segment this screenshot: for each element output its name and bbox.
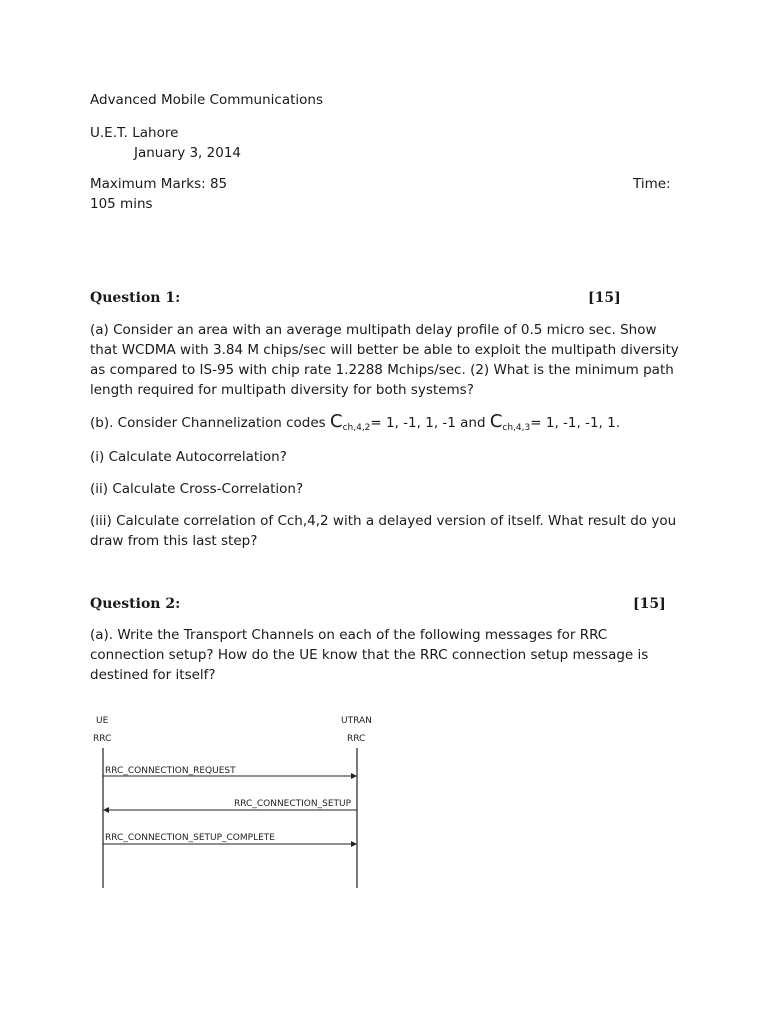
university-name: U.E.T. Lahore <box>90 125 179 141</box>
question-1-part-iii: (iii) Calculate correlation of Cch,4,2 with a delayed version of itself. What result do you draw from this last step? <box>90 513 677 549</box>
part-b-prefix: (b). Consider Channelization codes <box>90 415 330 431</box>
message-3-label: RRC_CONNECTION_SETUP_COMPLETE <box>105 833 275 843</box>
question-2-part-a: (a). Write the Transport Channels on each of the following messages for RRC connection setup? How do the UE know that the RRC connection setup message is destined for itself? <box>90 627 649 683</box>
question-1-part-ii: (ii) Calculate Cross-Correlation? <box>90 481 304 497</box>
code-1-letter: C <box>330 411 343 432</box>
code-2-value: = 1, -1, -1, 1. <box>530 415 620 431</box>
question-2-title: Question 2: <box>90 596 181 612</box>
question-1-part-i: (i) Calculate Autocorrelation? <box>90 449 287 465</box>
question-2-marks: [15] <box>633 596 666 612</box>
question-1-marks: [15] <box>588 290 621 306</box>
utran-rrc-label: RRC <box>347 734 366 744</box>
message-1-label: RRC_CONNECTION_REQUEST <box>105 766 236 776</box>
course-title: Advanced Mobile Communications <box>90 92 323 108</box>
code-1-subscript: ch,4,2 <box>342 423 371 433</box>
ue-label: UE <box>96 716 109 726</box>
exam-date: January 3, 2014 <box>134 145 241 161</box>
code-1-value: = 1, -1, 1, -1 and <box>370 415 490 431</box>
code-2-letter: C <box>489 411 503 432</box>
message-2-label: RRC_CONNECTION_SETUP <box>234 799 352 809</box>
question-1-title: Question 1: <box>90 290 181 306</box>
time-value: 105 mins <box>90 196 153 212</box>
max-marks: Maximum Marks: 85 <box>90 176 228 192</box>
code-2-subscript: ch,4,3 <box>502 423 531 433</box>
ue-rrc-label: RRC <box>93 734 112 744</box>
time-label: Time: <box>633 176 671 192</box>
question-1-part-a: (a) Consider an area with an average multipath delay profile of 0.5 micro sec. Show that WCDMA with 3.84 M chips/sec will better be able to exploit the multipath diversity as compared to IS-95 with chip rate 1.2288 Mchips/sec. (2) What is the minimum path length required for multipath diversity for both systems? <box>90 322 679 398</box>
utran-label: UTRAN <box>341 716 372 726</box>
